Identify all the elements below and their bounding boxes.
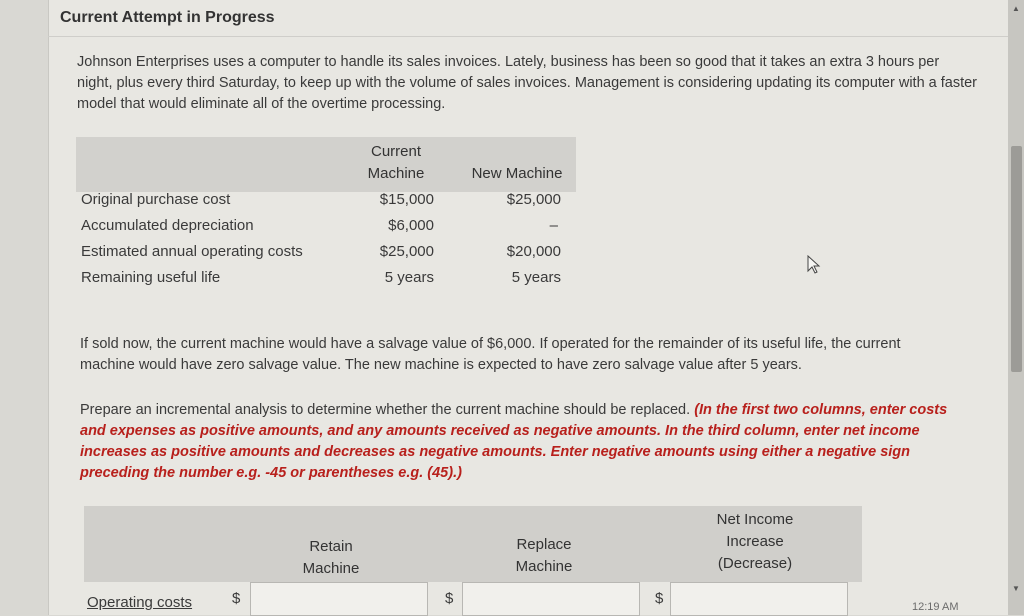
col-header-new: New Machine bbox=[471, 165, 563, 182]
new-value: 5 years bbox=[511, 269, 561, 286]
new-value: $25,000 bbox=[506, 191, 561, 208]
mouse-pointer-icon bbox=[806, 255, 822, 275]
col-header-retain-line2: Machine bbox=[302, 560, 360, 577]
replace-currency: $ bbox=[445, 590, 454, 607]
operating-costs-label: Operating costs bbox=[87, 594, 193, 611]
row-label: Remaining useful life bbox=[81, 269, 221, 286]
col-header-net-line3: (Decrease) bbox=[717, 555, 793, 572]
col-header-replace-line2: Machine bbox=[515, 558, 573, 575]
col-header-current bbox=[360, 141, 432, 185]
replace-operating-costs-input[interactable] bbox=[462, 582, 640, 616]
page-title: Current Attempt in Progress bbox=[60, 9, 275, 26]
title-divider bbox=[48, 36, 1008, 37]
net-operating-costs-input[interactable] bbox=[670, 582, 848, 616]
current-value: $25,000 bbox=[379, 243, 434, 260]
current-value: $15,000 bbox=[379, 191, 434, 208]
taskbar-clock: 12:19 AM bbox=[912, 601, 959, 613]
col-header-current-line1: Current bbox=[370, 143, 422, 160]
salvage-description: If sold now, the current machine would have a salvage value of $6,000. If operated for the remainder of its useful life, the current machine would have zero salvage value. The new machine is expected to have zero salvage value after 5 years. bbox=[80, 336, 901, 373]
col-header-net-line1: Net Income bbox=[716, 511, 794, 528]
instructions bbox=[80, 400, 960, 484]
col-header-retain bbox=[290, 536, 372, 580]
net-currency: $ bbox=[655, 590, 664, 607]
retain-currency: $ bbox=[232, 590, 241, 607]
scroll-thumb[interactable] bbox=[1011, 146, 1022, 372]
new-value: – bbox=[549, 217, 558, 234]
instructions-lead: Prepare an incremental analysis to determine whether the current machine should be replaced. bbox=[80, 402, 695, 418]
current-value: $6,000 bbox=[388, 217, 434, 234]
col-header-retain-line1: Retain bbox=[309, 538, 353, 555]
col-header-net-line2: Increase bbox=[726, 533, 784, 550]
problem-intro: Johnson Enterprises uses a computer to handle its sales invoices. Lately, business has been so good that it takes an extra 3 hours per night, plus every third Saturday, to keep up with the volume of sales invoices. Management is considering updating its computer with a faster model that would eliminate all of the overtime processing. bbox=[77, 54, 978, 112]
col-header-net-income bbox=[706, 509, 804, 575]
vertical-scrollbar[interactable] bbox=[1008, 0, 1024, 615]
scroll-up-arrow-icon[interactable]: ▲ bbox=[1012, 4, 1020, 13]
col-header-current-line2: Machine bbox=[367, 165, 425, 182]
scroll-down-arrow-icon[interactable]: ▼ bbox=[1012, 584, 1020, 593]
row-label: Estimated annual operating costs bbox=[81, 243, 303, 260]
retain-operating-costs-input[interactable] bbox=[250, 582, 428, 616]
col-header-replace bbox=[502, 534, 586, 578]
new-value: $20,000 bbox=[506, 243, 561, 260]
col-header-replace-line1: Replace bbox=[516, 536, 572, 553]
row-label: Accumulated depreciation bbox=[81, 217, 254, 234]
instructions-note: (In the first two columns, enter costs and expenses as positive amounts, and any amounts received as negative amounts. In the third column, enter net income increases as positive amounts and decreases as negative amounts. Enter negative amounts using either a negative sign preceding the number e.g. -45 or parentheses e.g. (45).) bbox=[80, 402, 948, 481]
current-value: 5 years bbox=[384, 269, 434, 286]
row-label: Original purchase cost bbox=[81, 191, 231, 208]
